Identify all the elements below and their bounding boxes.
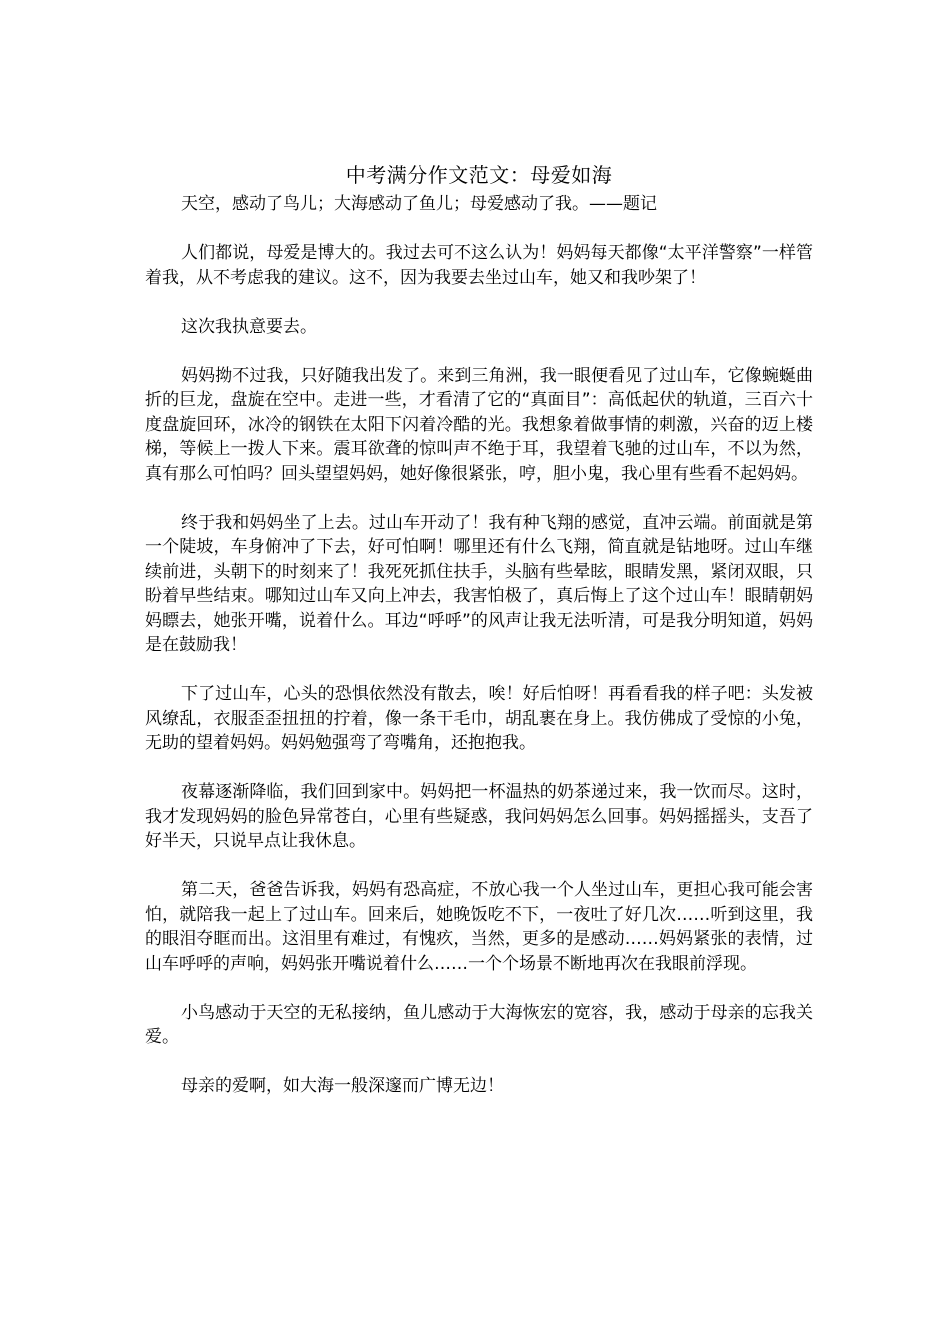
paragraph: 小鸟感动于天空的无私接纳，鱼儿感动于大海恢宏的宽容，我，感动于母亲的忘我关爱。 [145,1002,813,1047]
paragraph: 人们都说，母爱是博大的。我过去可不这么认为！妈妈每天都像“太平洋警察”一样管着我，从不考虑我的建议。这不，因为我要去坐过山车，她又和我吵架了！ [145,243,813,288]
paragraph: 终于我和妈妈坐了上去。过山车开动了！我有种飞翔的感觉，直冲云端。前面就是第一个陡坡，车身俯冲了下去，好可怕啊！哪里还有什么飞翔，简直就是钻地呀。过山车继续前进，头朝下的时刻来了！我死死抓住扶手，头脑有些晕眩，眼睛发黑，紧闭双眼，只盼着早些结束。哪知过山车又向上冲去，我害怕极了，真后悔上了这个过山车！眼睛朝妈妈瞟去，她张开嘴，说着什么。耳边“呼呼”的风声让我无法听清，可是我分明知道，妈妈是在鼓励我！ [145,512,813,655]
paragraph: 妈妈拗不过我，只好随我出发了。来到三角洲，我一眼便看见了过山车，它像蜿蜒曲折的巨龙，盘旋在空中。走进一些，才看清了它的“真面目”：高低起伏的轨道，三百六十度盘旋回环，冰冷的钢铁在太阳下闪着冷酷的光。我想象着做事情的刺激，兴奋的迈上楼梯，等候上一拨人下来。震耳欲聋的惊叫声不绝于耳，我望着飞驰的过山车，不以为然，真有那么可怕吗？回头望望妈妈，她好像很紧张，哼，胆小鬼，我心里有些看不起妈妈。 [145,365,813,484]
document-title: 中考满分作文范文：母爱如海 [345,163,613,187]
paragraph: 下了过山车，心头的恐惧依然没有散去，唉！好后怕呀！再看看我的样子吧：头发被风缭乱，衣服歪歪扭扭的拧着，像一条干毛巾，胡乱裹在身上。我仿佛成了受惊的小兔，无助的望着妈妈。妈妈勉强弯了弯嘴角，还抱抱我。 [145,684,813,753]
paragraph: 第二天，爸爸告诉我，妈妈有恐高症，不放心我一个人坐过山车，更担心我可能会害怕，就陪我一起上了过山车。回来后，她晚饭吃不下，一夜吐了好几次……听到这里，我的眼泪夺眶而出。这泪里有难过，有愧疚，当然，更多的是感动……妈妈紧张的表情，过山车呼呼的声响，妈妈张开嘴说着什么……一个个场景不断地再次在我眼前浮现。 [145,880,813,974]
epigraph: 天空，感动了鸟儿；大海感动了鱼儿；母爱感动了我。——题记 [181,194,657,214]
paragraph: 夜幕逐渐降临，我们回到家中。妈妈把一杯温热的奶茶递过来，我一饮而尽。这时，我才发现妈妈的脸色异常苍白，心里有些疑惑，我问妈妈怎么回事。妈妈摇摇头，支吾了好半天，只说早点让我休息。 [145,782,813,851]
document-page [145,160,813,1123]
paragraph: 母亲的爱啊，如大海一般深邃而广博无边！ [181,1076,504,1096]
paragraph: 这次我执意要去。 [181,316,317,337]
